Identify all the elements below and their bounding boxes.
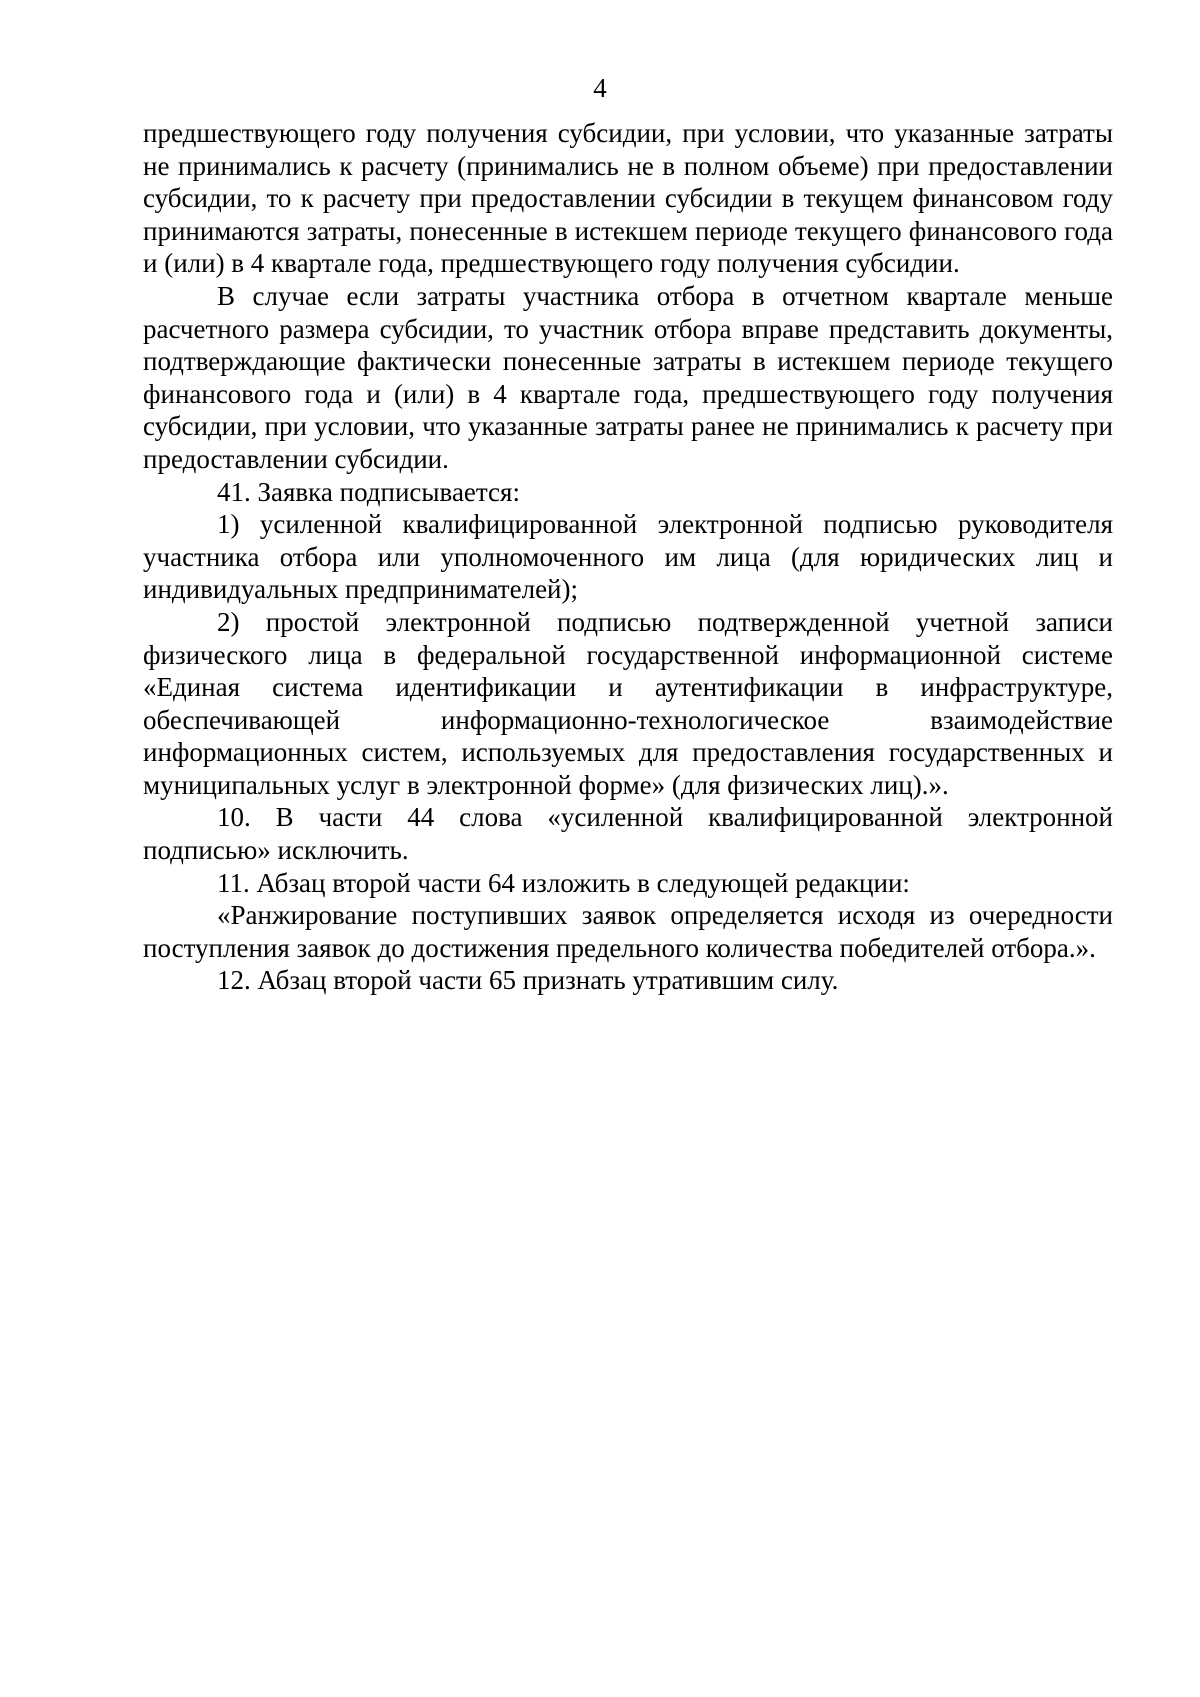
- paragraph-41-item-2: 2) простой электронной подписью подтвержденной учетной записи физического лица в федеральной государственной информационной системе «Единая система идентификации и аутентификации в инфраструктуре, обеспечивающей информационно-технологическое взаимодействие информационных систем, используемых для предоставления государственных и муниципальных услуг в электронной форме» (для физических лиц).».: [143, 606, 1113, 800]
- paragraph-41-item-1: 1) усиленной квалифицированной электронной подписью руководителя участника отбора или уполномоченного им лица (для юридических лиц и индивидуальных предпринимателей);: [143, 509, 1113, 605]
- paragraph-11-quote: «Ранжирование поступивших заявок определяется исходя из очередности поступления заявок до достижения предельного количества победителей отбора.».: [143, 900, 1113, 963]
- paragraph-11: 11. Абзац второй части 64 изложить в следующей редакции:: [217, 867, 910, 898]
- paragraph-continuation: предшествующего году получения субсидии, при условии, что указанные затраты не принимались к расчету (принимались не в полном объеме) при предоставлении субсидии, то к расчету при предоставлении субсидии в текущем финансовом году принимаются затраты, понесенные в истекшем периоде текущего финансового года и (или) в 4 квартале года, предшествующего году получения субсидии.: [143, 118, 1113, 279]
- page-number: 4: [593, 73, 607, 103]
- paragraph-12: 12. Абзац второй части 65 признать утратившим силу.: [217, 965, 839, 996]
- paragraph-10: 10. В части 44 слова «усиленной квалифицированной электронной подписью» исключить.: [143, 802, 1113, 866]
- paragraph-costs-less: В случае если затраты участника отбора в отчетном квартале меньше расчетного размера субсидии, то участник отбора вправе представить документы, подтверждающие фактически понесенные затраты в истекшем периоде текущего финансового года и (или) в 4 квартале года, предшествующего году получения субсидии, при условии, что указанные затраты ранее не принимались к расчету при предоставлении субсидии.: [143, 280, 1113, 474]
- paragraph-41-heading: 41. Заявка подписывается:: [217, 476, 520, 507]
- document-body: [143, 117, 1113, 997]
